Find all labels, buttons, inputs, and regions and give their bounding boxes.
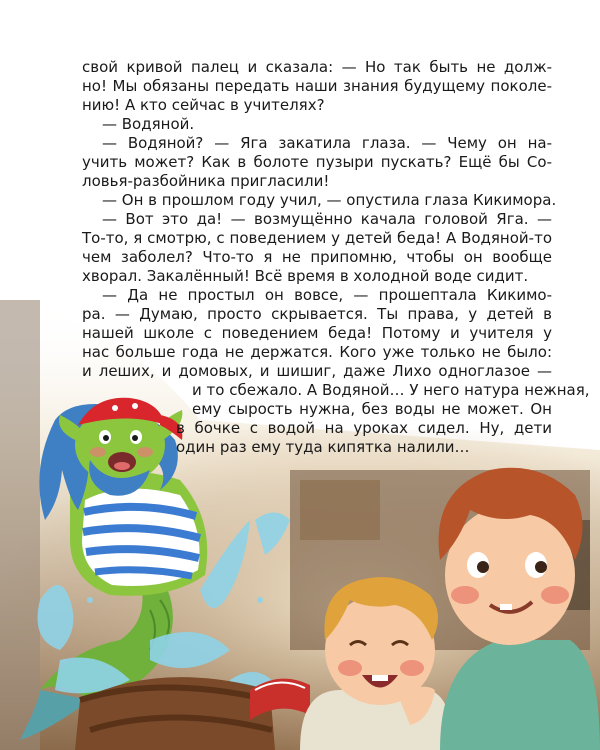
story-text [82, 58, 590, 457]
text-line: нашей школе с поведением беда! Потому и учителя у [82, 324, 552, 342]
paragraph [82, 210, 552, 286]
text-line: — Водяной? — Яга закатила глаза. — Чему он на- [102, 134, 552, 152]
text-line: и леших, и домовых, и шишиг, даже Лихо одноглазое — [82, 362, 552, 380]
text-line: в бочке с водой на уроках сидел. Ну, дети [176, 419, 552, 437]
text-line: — Да не простыл он вовсе, — прошептала Кикимо- [102, 286, 552, 304]
paragraph [82, 58, 552, 115]
paragraph [82, 134, 552, 191]
text-line: ра. — Думаю, просто скрывается. Ты права, у детей в [82, 305, 552, 323]
text-line: — Он в прошлом году учил, — опустила глаза Кикимора. [102, 191, 557, 209]
text-line: но! Мы обязаны передать наши знания будущему поколе- [82, 77, 552, 95]
text-line: ему сырость нужна, без воды не может. Он [192, 400, 552, 418]
text-line: учить может? Как в болоте пузыри пускать? Ещё бы Со- [82, 153, 552, 171]
text-line: и то сбежало. А Водяной… У него натура нежная, [192, 381, 590, 399]
text-line: То-то, я смотрю, с поведением у детей беда! А Водяной-то [82, 229, 552, 247]
text-line: один раз ему туда кипятка налили… [176, 438, 470, 456]
text-line: нас больше года не держатся. Кого уже только не было: [82, 343, 552, 361]
text-line: чем заболел? Что-то я не припомню, чтобы он вообще [82, 248, 552, 266]
text-line: свой кривой палец и сказала: — Но так быть не долж- [82, 58, 552, 76]
paragraph [82, 191, 557, 210]
paragraph [82, 286, 590, 457]
text-line: — Водяной. [102, 115, 195, 133]
text-line: нию! А кто сейчас в учителях? [82, 96, 325, 114]
text-line: хворал. Закалённый! Всё время в холодной воде сидит. [82, 267, 529, 285]
paragraph [82, 115, 552, 134]
text-line: ловья-разбойника пригласили! [82, 172, 330, 190]
text-line: — Вот это да! — возмущённо качала головой Яга. — [102, 210, 552, 228]
